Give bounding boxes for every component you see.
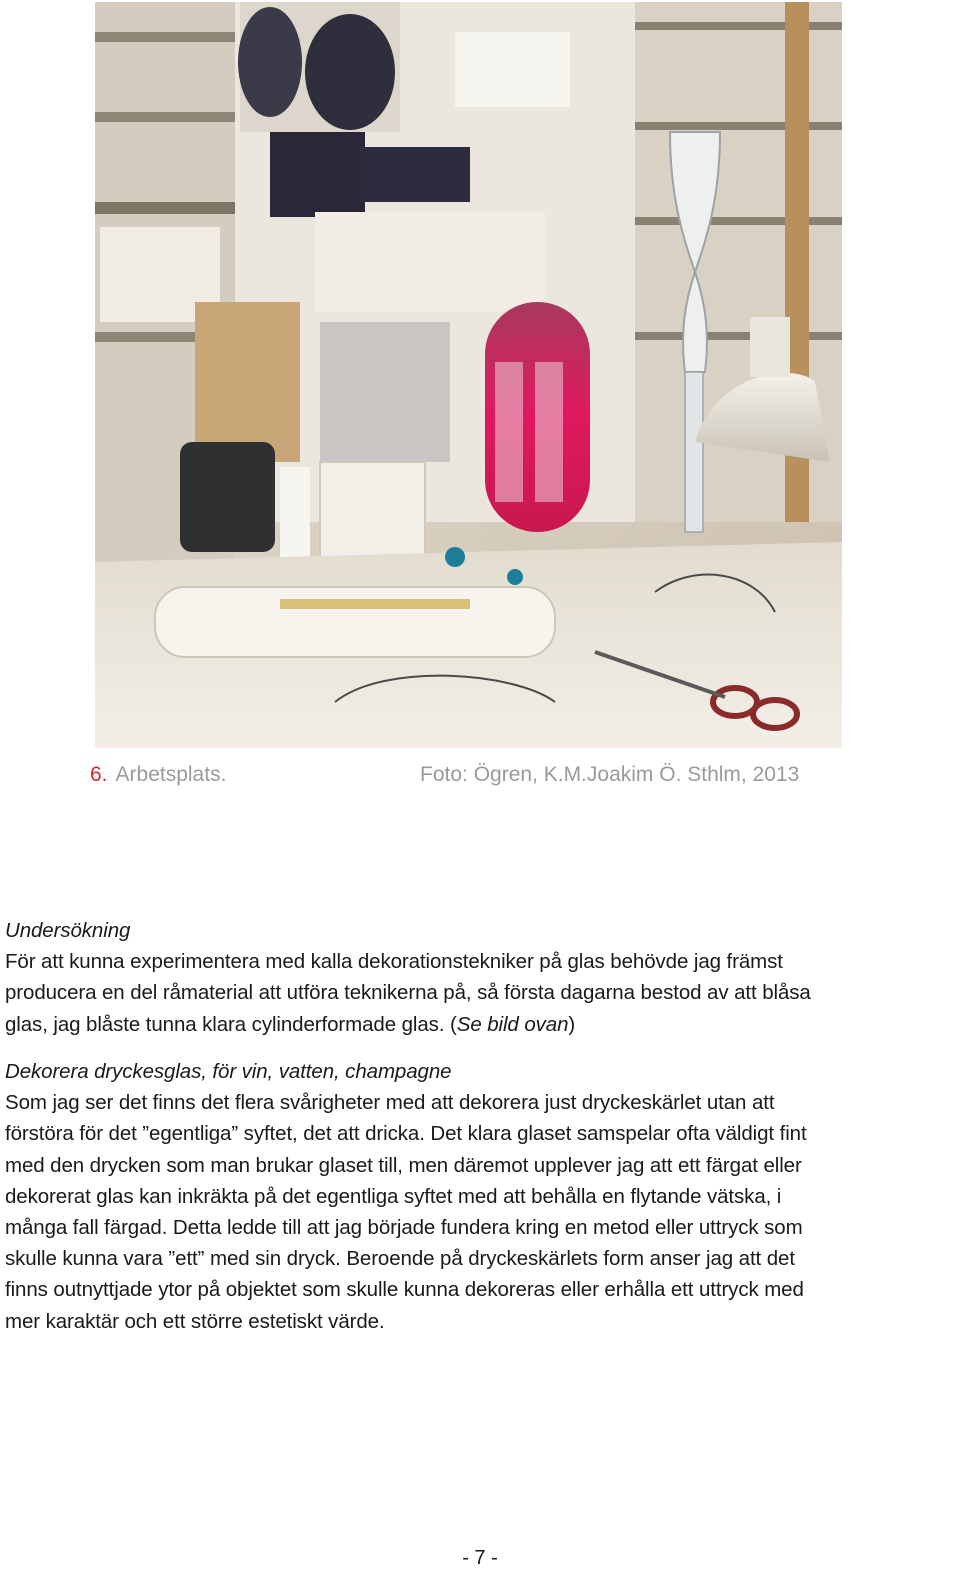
paragraph-line: Som jag ser det finns det flera svårigheter med att dekorera just dryckeskärlet utan att xyxy=(5,1091,775,1115)
image-reference: Se bild ovan xyxy=(456,1012,569,1036)
figure-caption xyxy=(90,760,850,790)
paragraph-line: många fall färgad. Detta ledde till att jag började fundera kring en metod eller uttryck som xyxy=(5,1216,803,1240)
image-reference-close: ) xyxy=(568,1012,576,1036)
section-undersokning xyxy=(5,915,955,1040)
figure-number: 6. xyxy=(90,763,108,786)
paragraph-line: producera en del råmaterial att utföra teknikerna på, så första dagarna bestod av att blåsa xyxy=(5,981,811,1005)
workshop-photo-image xyxy=(95,2,842,748)
paragraph-line xyxy=(5,1009,955,1040)
paragraph-line: dekorerat glas kan inkräkta på det egentliga syftet med att behålla en flytande vätska, i xyxy=(5,1184,782,1208)
paragraph-line-text: glas, jag blåste tunna klara cylinderformade glas. ( xyxy=(5,1012,457,1036)
paragraph-line: med den drycken som man brukar glaset till, men däremot upplever jag att ett färgat eller xyxy=(5,1153,802,1177)
paragraph-line: mer karaktär och ett större estetiskt värde. xyxy=(5,1309,385,1333)
section-heading: Undersökning xyxy=(5,919,131,942)
figure-credit: Foto: Ögren, K.M.Joakim Ö. Sthlm, 2013 xyxy=(420,763,800,786)
paragraph-line: finns outnyttjade ytor på objektet som skulle kunna dekoreras eller erhålla ett uttryck med xyxy=(5,1278,804,1302)
figure-title: Arbetsplats. xyxy=(115,763,227,786)
section-heading: Dekorera dryckesglas, för vin, vatten, champagne xyxy=(5,1060,452,1083)
section-dekorera xyxy=(5,1056,955,1337)
page-number: - 7 - xyxy=(462,1547,498,1569)
workshop-photo xyxy=(95,2,842,748)
paragraph-line: skulle kunna vara ”ett” med sin dryck. Beroende på dryckeskärlets form anser jag att det xyxy=(5,1247,795,1271)
paragraph-line: För att kunna experimentera med kalla dekorationstekniker på glas behövde jag främst xyxy=(5,950,783,974)
paragraph-line: förstöra för det ”egentliga” syftet, det att dricka. Det klara glaset samspelar ofta väldigt fint xyxy=(5,1122,807,1146)
